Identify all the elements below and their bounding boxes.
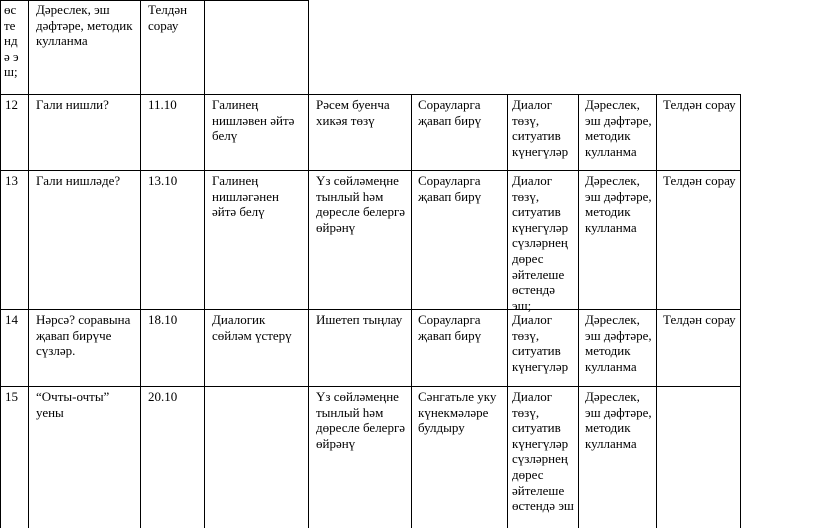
lesson-skill: Сорауларга җавап бирү — [418, 312, 482, 343]
lesson-topic: Гали нишләде? — [36, 173, 121, 188]
column-divider — [656, 94, 657, 528]
lesson-activity: Ишетеп тыңлау — [316, 312, 403, 327]
lesson-skill: Сорауларга җавап бирү — [418, 97, 482, 128]
row-number: 14 — [5, 312, 18, 327]
lesson-assessment: Телдән сорау — [663, 312, 736, 327]
column-divider — [0, 0, 1, 528]
lesson-exercise: Диалог төзү, ситуатив күнегүләр — [512, 312, 569, 374]
lesson-date: 20.10 — [148, 389, 178, 404]
column-divider — [507, 94, 508, 528]
column-divider — [308, 0, 309, 528]
lesson-skill: Сәнгатьле уку күнекмәләре булдыру — [418, 389, 497, 436]
lesson-skill: Сорауларга җавап бирү — [418, 173, 482, 204]
top-cell-assessment: Телдән сорау — [148, 2, 188, 33]
lesson-date: 18.10 — [148, 312, 178, 327]
lesson-assessment: Телдән сорау — [663, 97, 736, 112]
row-divider — [0, 386, 741, 387]
lesson-topic: Гали нишли? — [36, 97, 109, 112]
row-divider — [0, 309, 741, 310]
lesson-goal: Диалогик сөйләм үстерү — [212, 312, 292, 343]
row-number: 13 — [5, 173, 18, 188]
lesson-activity: Рәсем буенча хикәя төзү — [316, 97, 390, 128]
lesson-materials: Дәреслек, эш дәфтәре, методик кулланма — [585, 173, 652, 235]
lesson-exercise: Диалог төзү, ситуатив күнегүләр сүзләрнең дөрес әйтелеше өстендә эш — [512, 389, 574, 514]
lesson-topic: Нәрсә? соравына җавап бирүче сүзләр. — [36, 312, 131, 359]
column-divider — [28, 0, 29, 528]
column-divider — [411, 94, 412, 528]
lesson-assessment: Телдән сорау — [663, 173, 736, 188]
row-number: 12 — [5, 97, 18, 112]
lesson-activity: Үз сөйләмеңне тынлый һәм дөресле белергә өйрәнү — [316, 389, 406, 451]
lesson-goal: Галинең нишләвен әйтә белү — [212, 97, 295, 144]
lesson-activity: Үз сөйләмеңне тынлый һәм дөресле белергә өйрәнү — [316, 173, 406, 235]
table-border-top — [0, 0, 309, 1]
lesson-exercise: Диалог төзү, ситуатив күнегүләр — [512, 97, 569, 159]
lesson-materials: Дәреслек, эш дәфтәре, методик кулланма — [585, 312, 652, 374]
column-divider — [204, 0, 205, 528]
lesson-exercise: Диалог төзү, ситуатив күнегүләр сүзләрнең дөрес әйтелеше өстендә эш; — [512, 173, 569, 313]
lesson-materials: Дәреслек, эш дәфтәре, методик кулланма — [585, 97, 652, 159]
column-divider — [578, 94, 579, 528]
lesson-goal: Галинең нишләгәнен әйтә белү — [212, 173, 279, 220]
column-divider — [740, 94, 741, 528]
top-cell-work: өстендә эш; — [4, 2, 19, 80]
lesson-date: 11.10 — [148, 97, 177, 112]
top-cell-materials: Дәреслек, эш дәфтәре, методик кулланма — [36, 2, 133, 49]
row-divider — [0, 94, 741, 95]
lesson-topic: “Очты-очты” уены — [36, 389, 110, 420]
lesson-date: 13.10 — [148, 173, 178, 188]
row-divider — [0, 170, 741, 171]
row-number: 15 — [5, 389, 18, 404]
lesson-materials: Дәреслек, эш дәфтәре, методик кулланма — [585, 389, 652, 451]
column-divider — [140, 0, 141, 528]
